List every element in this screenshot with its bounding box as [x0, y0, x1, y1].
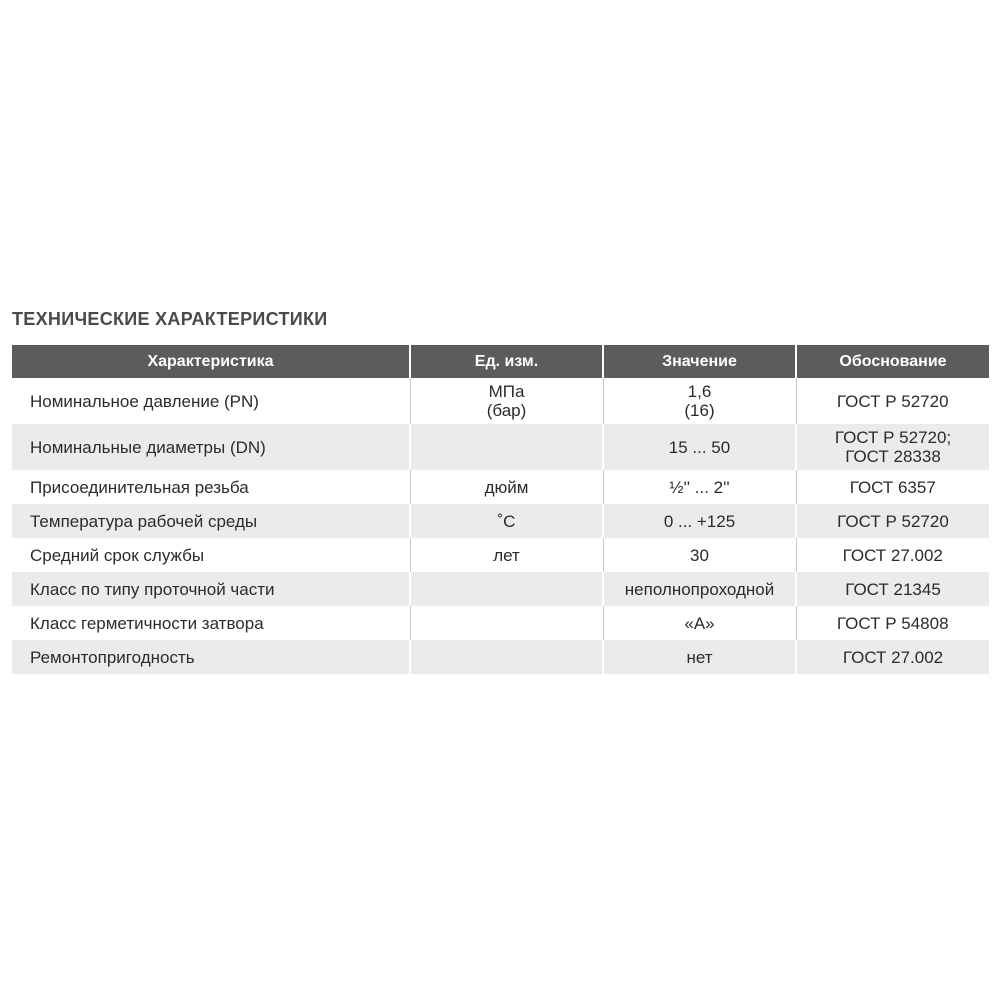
row-unit: [410, 504, 603, 538]
header-characteristic: Характеристика: [12, 345, 410, 378]
row-name: Класс герметичности затвора: [12, 606, 410, 640]
row-name: Класс по типу проточной части: [12, 572, 410, 606]
header-basis: Обоснование: [796, 345, 989, 378]
row-unit: [410, 378, 603, 424]
row-value-line: 15 ... 50: [668, 437, 731, 457]
row-basis-line: ГОСТ 27.002: [842, 647, 944, 667]
table-row: [12, 378, 989, 424]
row-unit: [410, 640, 603, 674]
row-value-line: 30: [690, 545, 709, 565]
row-value-line: неполнопроходной: [624, 579, 775, 599]
row-unit: [410, 538, 603, 572]
row-basis-line: ГОСТ 28338: [845, 447, 941, 466]
table-row: [12, 572, 989, 606]
header-value: Значение: [603, 345, 796, 378]
row-name: Присоединительная резьба: [12, 470, 410, 504]
row-unit-line: (бар): [486, 401, 527, 420]
row-basis: [796, 606, 989, 640]
row-basis-line: ГОСТ 6357: [849, 477, 936, 497]
row-value-line: 0 ... +125: [663, 511, 736, 531]
row-value: [603, 470, 796, 504]
row-basis: [796, 378, 989, 424]
row-value: [603, 378, 796, 424]
page-title: ТЕХНИЧЕСКИЕ ХАРАКТЕРИСТИКИ: [12, 309, 328, 329]
row-value: [603, 504, 796, 538]
row-value: [603, 572, 796, 606]
row-unit: [410, 424, 603, 470]
table-row: [12, 424, 989, 470]
row-name: Номинальные диаметры (DN): [12, 424, 410, 470]
row-basis-line: ГОСТ Р 52720: [836, 391, 949, 411]
row-basis-line: ГОСТ Р 54808: [836, 613, 949, 633]
row-name: Средний срок службы: [12, 538, 410, 572]
row-unit-line: лет: [493, 545, 520, 565]
row-basis: [796, 640, 989, 674]
row-value-line: 1,6: [687, 382, 712, 401]
specs-table: [12, 345, 989, 674]
row-basis-line: ГОСТ 27.002: [842, 545, 943, 565]
row-basis-line: ГОСТ 21345: [845, 579, 941, 599]
table-row: [12, 538, 989, 572]
header-unit: Ед. изм.: [410, 345, 603, 378]
row-value-line: (16): [684, 401, 715, 420]
row-basis-line: ГОСТ Р 52720: [837, 511, 949, 531]
row-value: [603, 640, 796, 674]
table-row: [12, 470, 989, 504]
row-unit-line: МПа: [488, 382, 525, 401]
row-basis: [796, 572, 989, 606]
row-unit: [410, 470, 603, 504]
row-unit-line: ˚С: [497, 511, 516, 531]
table-header-row: [12, 345, 989, 378]
row-value: [603, 424, 796, 470]
row-name: Номинальное давление (PN): [12, 378, 410, 424]
table-row: [12, 504, 989, 538]
row-value-line: «А»: [684, 613, 715, 633]
table-row: [12, 640, 989, 674]
row-basis: [796, 504, 989, 538]
row-unit-line: дюйм: [484, 477, 529, 497]
row-basis: [796, 424, 989, 470]
row-basis: [796, 538, 989, 572]
table-row: [12, 606, 989, 640]
row-name: Температура рабочей среды: [12, 504, 410, 538]
row-name: Ремонтопригодность: [12, 640, 410, 674]
row-unit: [410, 572, 603, 606]
row-unit: [410, 606, 603, 640]
row-value: [603, 606, 796, 640]
row-value-line: нет: [686, 647, 713, 667]
row-value: [603, 538, 796, 572]
row-basis-line: ГОСТ Р 52720;: [834, 428, 952, 447]
row-value-line: ½'' ... 2'': [669, 477, 730, 497]
row-basis: [796, 470, 989, 504]
